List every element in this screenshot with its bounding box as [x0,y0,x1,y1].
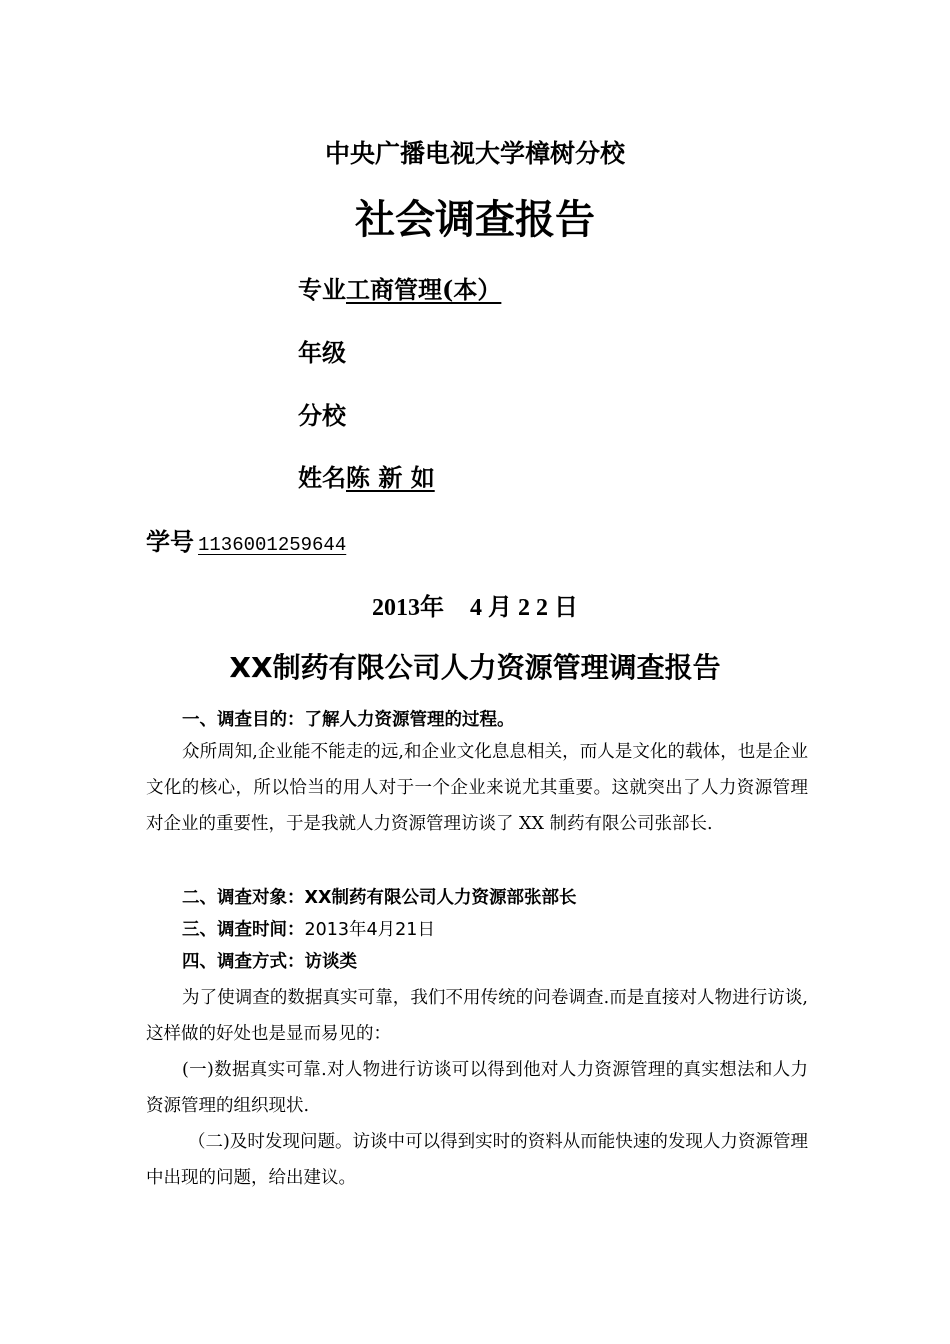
section-method-heading: 四、调查方式：访谈类 [182,952,357,972]
name-value: 陈 新 如 [346,463,435,492]
major-value: 工商管理(本） [346,275,502,304]
branch-label: 分校 [298,401,346,430]
section-purpose-body: 众所周知,企业能不能走的远,和企业文化息息相关，而人是文化的载体，也是企业文化的核心，所以恰当的用人对于一个企业来说尤其重要。这就突出了人力资源管理对企业的重要性，于是我就人力资源管理访谈了 XX 制药有限公司张部长. [146,742,808,834]
report-type-title: 社会调查报告 [355,196,595,243]
section-time-value: 2013年4月21日 [304,920,435,940]
student-id-field [146,522,346,557]
date-month-day: 4 月 2 2 日 [470,595,578,621]
name-field [298,458,435,493]
date-year: 2013年 [372,595,444,621]
section-object-heading: 二、调查对象：XX制药有限公司人力资源部张部长 [182,888,577,908]
major-label: 专业 [298,275,346,304]
student-id-value: 1136001259644 [198,534,347,556]
branch-field [298,396,346,431]
major-field [298,270,501,305]
grade-field [298,333,346,368]
method-point-1: (一)数据真实可靠.对人物进行访谈可以得到他对人力资源管理的真实想法和人力资源管理的组织现状. [146,1060,808,1116]
section-purpose-heading: 一、调查目的：了解人力资源管理的过程。 [182,710,515,730]
report-date [0,587,950,622]
document-title: XX制药有限公司人力资源管理调查报告 [229,651,721,684]
grade-label: 年级 [298,338,346,367]
school-name: 中央广播电视大学樟树分校 [324,139,625,168]
student-id-label: 学号 [146,527,194,556]
section-method-body: 为了使调查的数据真实可靠，我们不用传统的问卷调查.而是直接对人物进行访谈,这样做的好处也是显而易见的： [146,988,808,1044]
section-time-heading [146,912,808,948]
section-time-label: 三、调查时间： [182,920,305,940]
name-label: 姓名 [298,463,346,492]
method-point-2: （二)及时发现问题。访谈中可以得到实时的资料从而能快速的发现人力资源管理中出现的问题，给出建议。 [146,1132,808,1188]
